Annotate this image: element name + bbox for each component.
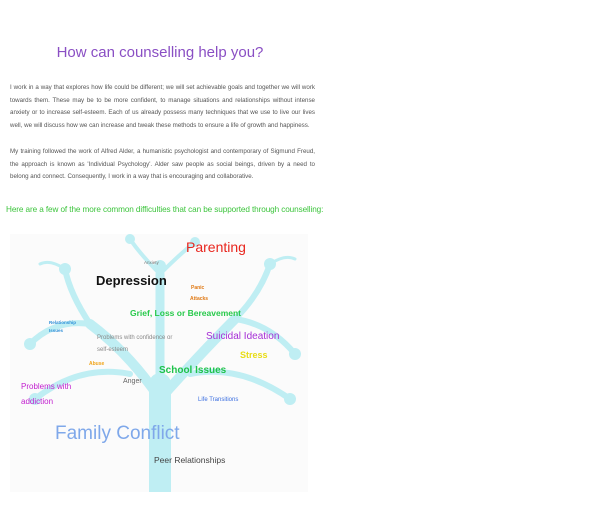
word-addiction-1: Problems with <box>21 382 72 391</box>
word-panic: Panic <box>191 285 205 291</box>
word-anxiety: Anxiety <box>144 260 159 265</box>
word-abuse: Abuse <box>89 361 105 367</box>
word-confidence-1: Problems with confidence or <box>97 335 173 341</box>
word-addiction-2: addiction <box>21 397 54 406</box>
word-depression: Depression <box>96 273 167 288</box>
word-stress: Stress <box>240 350 268 360</box>
word-relationship: Relationship <box>49 320 77 325</box>
training-paragraph: My training followed the work of Alfred Alder, a humanistic psychologist and contemporary of Sigmund Freud, the approach is known as 'Individual Psychology'. Alder saw people as social beings, driven by a need to belong and connect. Consequently, I work in a way that is encouraging and collaborative. <box>10 148 315 180</box>
word-family: Family Conflict <box>55 423 180 444</box>
word-anger: Anger <box>123 378 142 385</box>
word-attacks: Attacks <box>190 296 209 302</box>
word-grief: Grief, Loss or Bereavement <box>130 308 242 318</box>
word-school: School Issues <box>159 365 227 376</box>
word-parenting: Parenting <box>186 239 246 255</box>
intro-paragraph: I work in a way that explores how life could be different; we will set achievable goals and together we will work towards them. These may be to be more confident, to manage situations and relationships without intense anxiety or to increase self-esteem. Each of us already possess many techniques that we use to live our lives well, we will discuss how we can increase and tweak these methods to ensure a life of growth and happiness. <box>10 84 315 129</box>
word-suicidal: Suicidal Ideation <box>206 331 280 342</box>
difficulties-word-cloud <box>10 234 308 492</box>
word-issues: Issues <box>49 328 64 333</box>
word-life: Life Transitions <box>198 397 239 403</box>
difficulties-intro: Here are a few of the more common difficulties that can be supported through counselling: <box>6 205 324 214</box>
word-peer: Peer Relationships <box>154 455 226 465</box>
word-confidence-2: self-esteem <box>97 347 129 353</box>
page-heading: How can counselling help you? <box>56 44 264 61</box>
